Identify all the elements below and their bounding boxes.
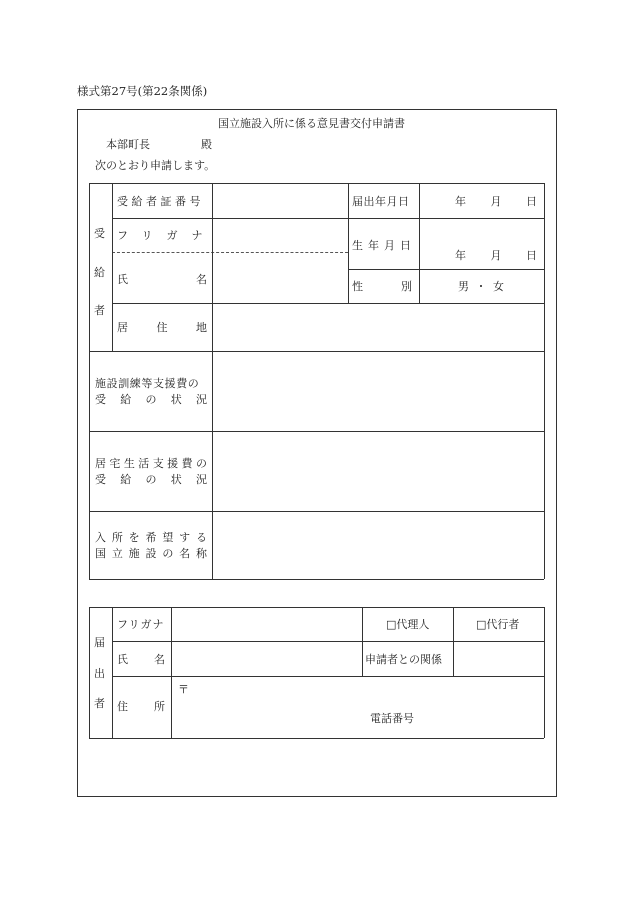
- notify-date-field[interactable]: [420, 184, 543, 217]
- training-support-field[interactable]: [213, 352, 543, 430]
- applicant-address-field[interactable]: [195, 677, 543, 737]
- postal-mark: 〒: [178, 683, 189, 696]
- cert-number-field[interactable]: [213, 184, 347, 217]
- birth-date-units: 年 月 日: [455, 249, 537, 262]
- birth-date-field[interactable]: [420, 219, 543, 268]
- agent-checkbox[interactable]: □代理人: [386, 618, 430, 631]
- home-support-field[interactable]: [213, 432, 543, 510]
- desired-facility-label: 入 所 を 希 望 す る 国 立 施 設 の 名 称: [95, 531, 207, 560]
- phone-label: 電話番号: [370, 712, 414, 725]
- residence-field[interactable]: [213, 304, 543, 350]
- applicant-section-label: 届 出 者: [94, 636, 105, 710]
- applicant-furigana-label: フリガナ: [117, 618, 165, 631]
- recipient-furigana-label: フリガナ: [117, 229, 217, 242]
- recipient-name-label: [117, 274, 207, 285]
- desired-facility-field[interactable]: [213, 512, 543, 578]
- applicant-name-label: 氏 名: [117, 653, 165, 666]
- sex-label: 性 別: [352, 280, 412, 293]
- form-number: 様式第27号(第22条関係): [77, 84, 208, 98]
- sex-male: 男: [458, 280, 469, 293]
- name-char-1: 氏: [117, 273, 128, 286]
- residence-label: 居 住 地: [117, 321, 207, 334]
- name-char-2: 名: [196, 273, 207, 286]
- notify-date-label: 届出年月日: [352, 195, 410, 208]
- recipient-furigana-field[interactable]: [213, 219, 347, 251]
- training-support-label: 施設訓練等支援費の 受 給 の 状 況: [95, 377, 207, 406]
- notify-date-units: 年 月 日: [455, 195, 537, 208]
- relation-label: 申請者との関係: [365, 653, 442, 666]
- birth-date-label: 生年月日: [352, 239, 416, 252]
- recipient-section-label: 受 給 者: [94, 227, 105, 317]
- applicant-address-label: 住 所: [117, 700, 165, 713]
- addressee-honorific: 殿: [201, 138, 212, 151]
- applicant-furigana-field[interactable]: [172, 608, 361, 640]
- form-title: 国立施設入所に係る意見書交付申請書: [218, 117, 405, 130]
- addressee-name: 本部町長: [106, 138, 150, 151]
- relation-field[interactable]: [454, 642, 543, 675]
- home-support-label: 居 宅 生 活 支 援 費 の 受 給 の 状 況: [95, 457, 207, 486]
- applicant-name-field[interactable]: [172, 642, 361, 675]
- intro-text: 次のとおり申請します。: [95, 159, 216, 172]
- recipient-name-field[interactable]: [213, 253, 347, 302]
- sex-options: 男 ・ 女: [458, 280, 504, 293]
- proxy-checkbox[interactable]: □代行者: [476, 618, 520, 631]
- sex-female: 女: [493, 280, 504, 293]
- sex-field[interactable]: [420, 270, 543, 302]
- cert-number-label: 受給者証番号: [117, 195, 204, 208]
